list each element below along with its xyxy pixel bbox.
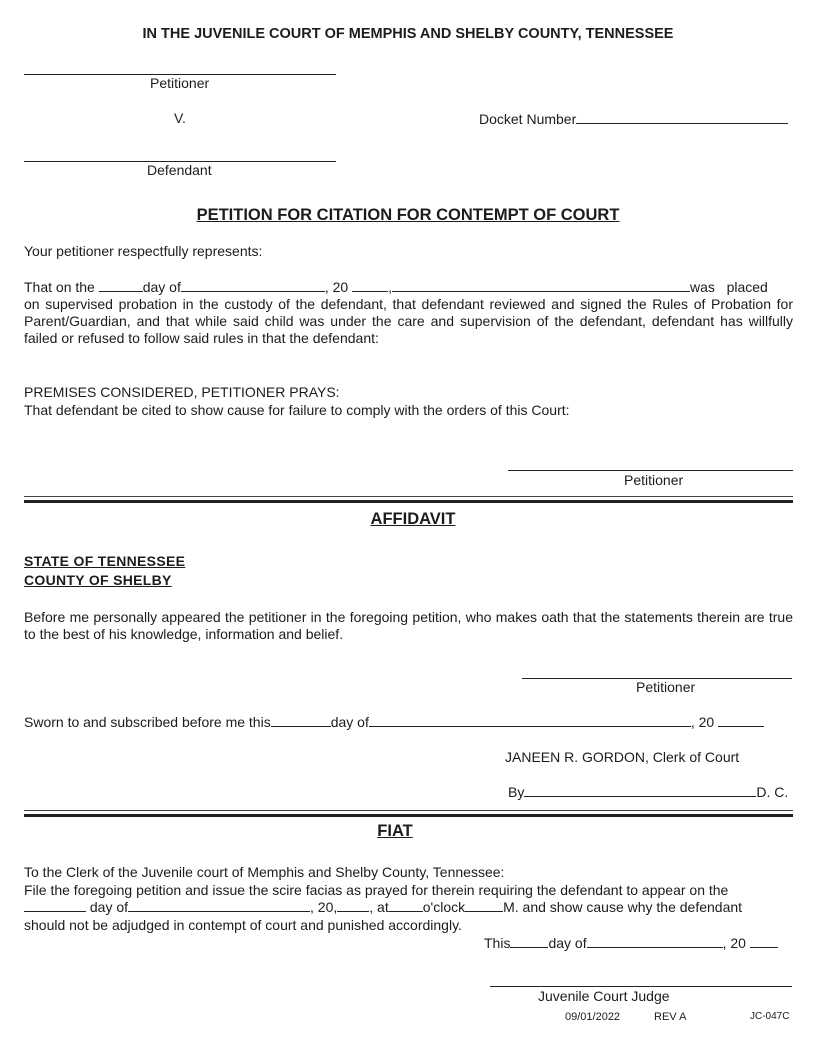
footer-date: 09/01/2022 xyxy=(565,1011,621,1023)
day-of-text: day of xyxy=(142,279,181,295)
judge-signature-label: Juvenile Court Judge xyxy=(538,988,670,1004)
clerk-of-court: JANEEN R. GORDON, Clerk of Court xyxy=(505,749,740,765)
deputy-clerk-line xyxy=(508,784,788,800)
fiat-am-pm-field[interactable] xyxy=(465,899,503,912)
fiat-title: FIAT xyxy=(377,822,413,840)
was-placed-text: was placed xyxy=(690,279,768,295)
fiat-comma-20: , 20, xyxy=(310,899,338,915)
fiat-at-text: , at xyxy=(369,899,389,915)
fiat-this-day-of-text: day of xyxy=(548,935,587,951)
fiat-this-day-field[interactable] xyxy=(510,935,548,948)
petitioner-signature-line[interactable] xyxy=(508,470,793,471)
child-name-field[interactable] xyxy=(392,279,690,292)
fiat-line3: should not be adjudged in contempt of court and punished accordingly. xyxy=(24,917,462,933)
affidavit-signature-label: Petitioner xyxy=(636,679,696,695)
petition-title: PETITION FOR CITATION FOR CONTEMPT OF COURT xyxy=(196,206,620,224)
footer-rev: REV A xyxy=(654,1011,687,1023)
fiat-this-comma-20: , 20 xyxy=(722,935,746,951)
petitioner-signature-label: Petitioner xyxy=(624,472,684,488)
petition-month-field[interactable] xyxy=(181,279,325,292)
defendant-caption-label: Defendant xyxy=(147,162,212,178)
fiat-day-field[interactable] xyxy=(24,899,86,912)
docket-number-field[interactable] xyxy=(576,111,788,124)
affidavit-divider-thick xyxy=(24,500,793,503)
sworn-day-field[interactable] xyxy=(271,714,331,727)
fiat-this-year-field[interactable] xyxy=(750,935,778,948)
affidavit-county: COUNTY OF SHELBY xyxy=(24,572,172,588)
by-text: By xyxy=(508,784,525,800)
petition-intro: Your petitioner respectfully represents: xyxy=(24,243,263,259)
petition-prayer: That defendant be cited to show cause for failure to comply with the orders of this Court: xyxy=(24,402,570,418)
comma-20-text: , 20 xyxy=(324,279,349,295)
sworn-month-field[interactable] xyxy=(369,714,691,727)
fiat-this-line xyxy=(484,935,778,951)
footer-form-id: JC-047C xyxy=(750,1011,790,1022)
docket-label: Docket Number xyxy=(479,111,577,127)
fiat-show-cause-text: M. and show cause why the defendant xyxy=(503,899,743,915)
petition-body: on supervised probation in the custody of the defendant, that defendant reviewed and signed the Rules of Probation for Parent/Guardian, and that while said child was under the care and supervision of the defendant, defendant has willfully failed or refused to follow said rules in that the defendant: xyxy=(24,296,793,346)
court-title: IN THE JUVENILE COURT OF MEMPHIS AND SHELBY COUNTY, TENNESSEE xyxy=(142,26,674,42)
fiat-time-field[interactable] xyxy=(389,899,423,912)
dc-text: D. C. xyxy=(756,784,789,800)
judge-signature-line[interactable] xyxy=(490,986,792,987)
affidavit-divider-thin xyxy=(24,496,793,497)
fiat-oclock-text: o'clock xyxy=(422,899,466,915)
affidavit-title: AFFIDAVIT xyxy=(370,510,456,528)
fiat-line1: File the foregoing petition and issue the scire facias as prayed for therein requiring the defendant to appear on the xyxy=(24,882,729,898)
petitioner-caption-label: Petitioner xyxy=(150,75,210,91)
sworn-day-of-text: day of xyxy=(330,714,369,730)
deputy-clerk-signature-field[interactable] xyxy=(524,784,756,797)
versus-label: V. xyxy=(174,110,186,126)
that-on-text: That on the xyxy=(24,279,95,295)
fiat-to-clerk: To the Clerk of the Juvenile court of Memphis and Shelby County, Tennessee: xyxy=(24,864,505,880)
sworn-comma-20: , 20 xyxy=(690,714,715,730)
premises-considered: PREMISES CONSIDERED, PETITIONER PRAYS: xyxy=(24,384,340,400)
fiat-divider-thick xyxy=(24,814,793,817)
fiat-divider-thin xyxy=(24,810,793,811)
fiat-month-field[interactable] xyxy=(128,899,310,912)
petition-year-field[interactable] xyxy=(352,279,388,292)
fiat-line2 xyxy=(24,899,742,915)
affidavit-body: Before me personally appeared the petitioner in the foregoing petition, who makes oath that the statements therein are true to the best of his knowledge, information and belief. xyxy=(24,609,793,642)
sworn-year-field[interactable] xyxy=(718,714,764,727)
fiat-day-of-text: day of xyxy=(89,899,129,915)
comma-text: , xyxy=(388,279,392,295)
affidavit-state: STATE OF TENNESSEE xyxy=(24,553,186,569)
fiat-year-field[interactable] xyxy=(337,899,369,912)
sworn-line xyxy=(24,714,764,730)
petition-day-field[interactable] xyxy=(99,279,143,292)
fiat-this-month-field[interactable] xyxy=(587,935,723,948)
fiat-this-text: This xyxy=(484,935,511,951)
sworn-text: Sworn to and subscribed before me this xyxy=(24,714,271,730)
petition-that-on-line xyxy=(24,279,768,295)
docket-number-row xyxy=(479,111,788,127)
